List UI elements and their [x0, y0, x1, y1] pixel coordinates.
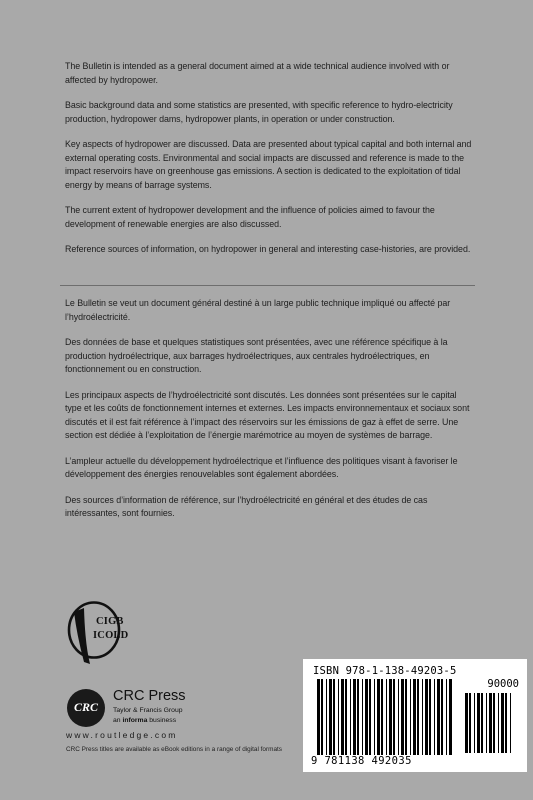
business-prefix: an: [113, 717, 123, 724]
publisher-url[interactable]: www.routledge.com: [66, 730, 178, 740]
french-paragraph-4: L’ampleur actuelle du développement hydroélectrique et l’influence des politiques visant à favoriser le développement des énergies renouvelables sont également abordées.: [65, 455, 458, 479]
english-paragraph-3: Key aspects of hydropower are discussed. Data are presented about typical capital and both internal and external operating costs. Environmental and social impacts are discussed and reference is made to the impact reservoirs have on greenhouse gas emissions. A section is dedicated to the exploitation of tidal energy by means of barrage systems.: [65, 139, 472, 190]
english-paragraph-2: Basic background data and some statistics are presented, with specific reference to hydro-electricity production, hydropower dams, hydropower plants, in operation or under construction.: [65, 100, 453, 124]
business-suffix: business: [147, 717, 177, 724]
icold-label: ICOLD: [93, 630, 129, 641]
barcode-digits: 9 781138 492035: [311, 755, 412, 767]
french-paragraph-3: Les principaux aspects de l’hydroélectricité sont discutés. Les données sont présentées sur le capital type et les coûts de fonctionnement internes et externes. Les impacts environnementaux et sociaux sont discutés et il est fait référence à l’impact des réservoirs sur les émissions de gaz à effet de serre. Une section est dédiée à l’exploitation de l’énergie marémotrice au moyen de systèmes de barrage.: [65, 389, 470, 440]
publisher-business-line: [113, 717, 176, 724]
french-paragraph-5: Des sources d’information de référence, sur l’hydroélectricité en général et des études de cas intéressantes, sont fournies.: [65, 494, 428, 518]
english-paragraph-5: Reference sources of information, on hydropower in general and interesting case-histories, are provided.: [65, 244, 471, 254]
english-paragraph-4: The current extent of hydropower development and the influence of policies aimed to favour the development of renewable energies are also discussed.: [65, 205, 435, 229]
crc-logo-mark: [66, 688, 106, 728]
ebook-note: CRC Press titles are available as eBook editions in a range of digital formats: [66, 746, 282, 753]
english-summary: [65, 60, 475, 269]
french-paragraph-2: Des données de base et quelques statistiques sont présentées, avec une référence spécifique à la production hydroélectrique, aux barrages hydroélectriques, aux centrales hydroélectriques, en fonctionnement ou en construction.: [65, 337, 448, 374]
cigb-label: CIGB: [96, 616, 124, 627]
barcode-bars: [317, 679, 455, 755]
cigb-icold-logo: [66, 600, 129, 672]
publisher-name: CRC Press: [113, 688, 186, 704]
price-code-bars: [465, 693, 513, 753]
price-code: 90000: [487, 678, 519, 690]
business-brand: informa: [122, 717, 148, 724]
french-paragraph-1: Le Bulletin se veut un document général destiné à un large public technique impliqué ou affecté par l’hydroélectricité.: [65, 298, 451, 322]
isbn-label: ISBN 978-1-138-49203-5: [313, 665, 457, 677]
publisher-group: Taylor & Francis Group: [113, 707, 183, 714]
english-paragraph-1: The Bulletin is intended as a general document aimed at a wide technical audience involved with or affected by hydropower.: [65, 61, 450, 85]
section-divider: [60, 285, 475, 286]
crc-mark-label: CRC: [73, 700, 98, 714]
french-summary: [65, 297, 475, 533]
isbn-barcode: [303, 659, 527, 772]
